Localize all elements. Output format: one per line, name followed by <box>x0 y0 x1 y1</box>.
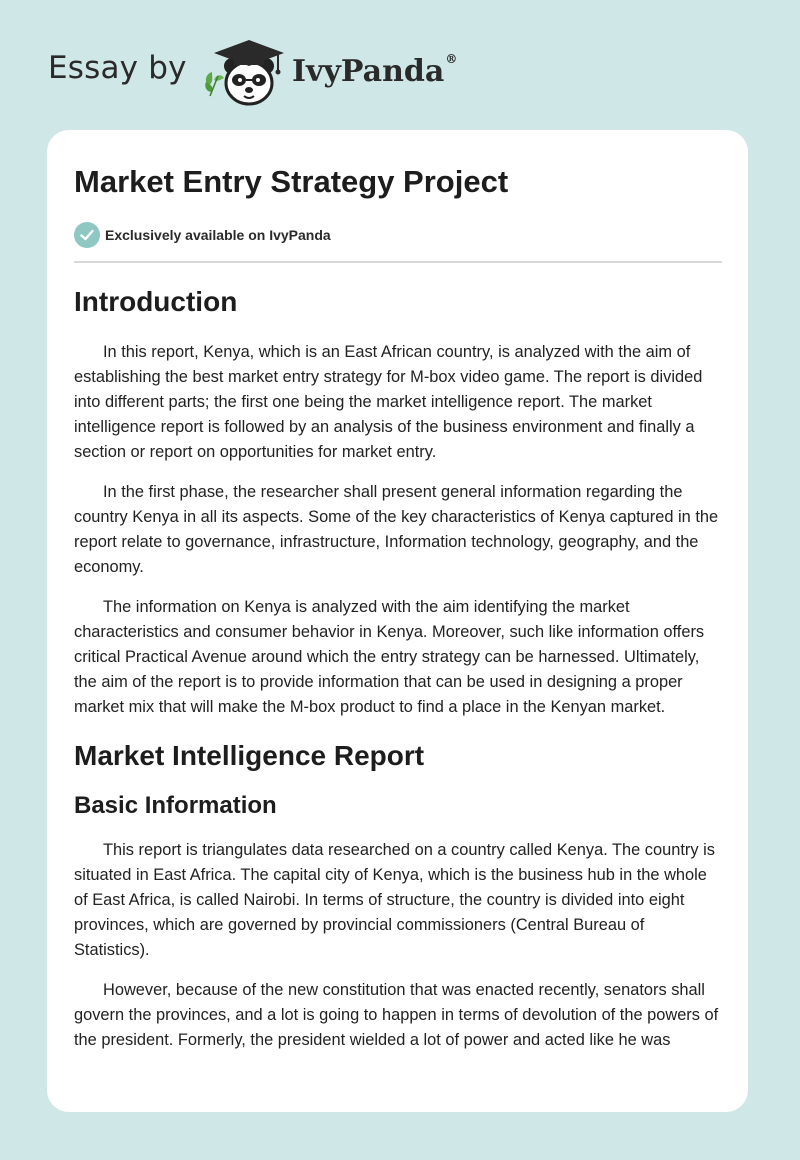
paragraph: In the first phase, the researcher shall present general information regarding the country Kenya in all its aspects. Some of the key characteristics of Kenya captured in the report relate to governance, infrastructure, Information technology, geography, and the economy. <box>74 483 719 576</box>
section-heading-market-intelligence: Market Intelligence Report <box>74 740 425 771</box>
paragraph: In this report, Kenya, which is an East African country, is analyzed with the aim of establishing the best market entry strategy for M-box video game. The report is divided into different parts; the first one being the market intelligence report. The market intelligence report is followed by an analysis of the business environment and finally a section or report on opportunities for market entry. <box>74 343 703 461</box>
page-title: Market Entry Strategy Project <box>74 164 509 199</box>
paragraph: This report is triangulates data researched on a country called Kenya. The country is situated in East Africa. The capital city of Kenya, which is the business hub in the whole of East Africa, is called Nairobi. In terms of structure, the country is divided into eight provinces, which are governed by provincial commissioners (Central Bureau of Statistics). <box>74 841 715 959</box>
article-body <box>74 280 722 1053</box>
brand-name[interactable] <box>292 52 457 89</box>
subsection-heading-basic-information: Basic Information <box>74 792 277 819</box>
essay-card <box>47 130 748 1112</box>
registered-mark: ® <box>445 52 458 66</box>
essay-by-label: Essay by <box>48 50 187 86</box>
section-heading-introduction: Introduction <box>74 286 238 317</box>
paragraph: The information on Kenya is analyzed with the aim identifying the market characteristics and consumer behavior in Kenya. Moreover, such like information offers critical Practical Avenue around which the entry strategy can be harnessed. Ultimately, the aim of the report is to provide information that can be used in designing a proper market mix that will make the M-box product to find a place in the Kenyan market. <box>74 598 705 716</box>
brand-text: IvyPanda <box>292 54 445 89</box>
check-icon <box>74 222 100 248</box>
paragraph: However, because of the new constitution that was enacted recently, senators shall govern the provinces, and a lot is going to happen in terms of devolution of the powers of the president. Formerly, the president wielded a lot of power and acted like he was <box>74 981 719 1049</box>
badge-label: Exclusively available on IvyPanda <box>105 227 331 243</box>
site-header <box>0 0 800 130</box>
title-divider <box>74 261 722 263</box>
ivypanda-logo-icon[interactable] <box>202 36 292 108</box>
exclusive-badge <box>74 222 331 248</box>
